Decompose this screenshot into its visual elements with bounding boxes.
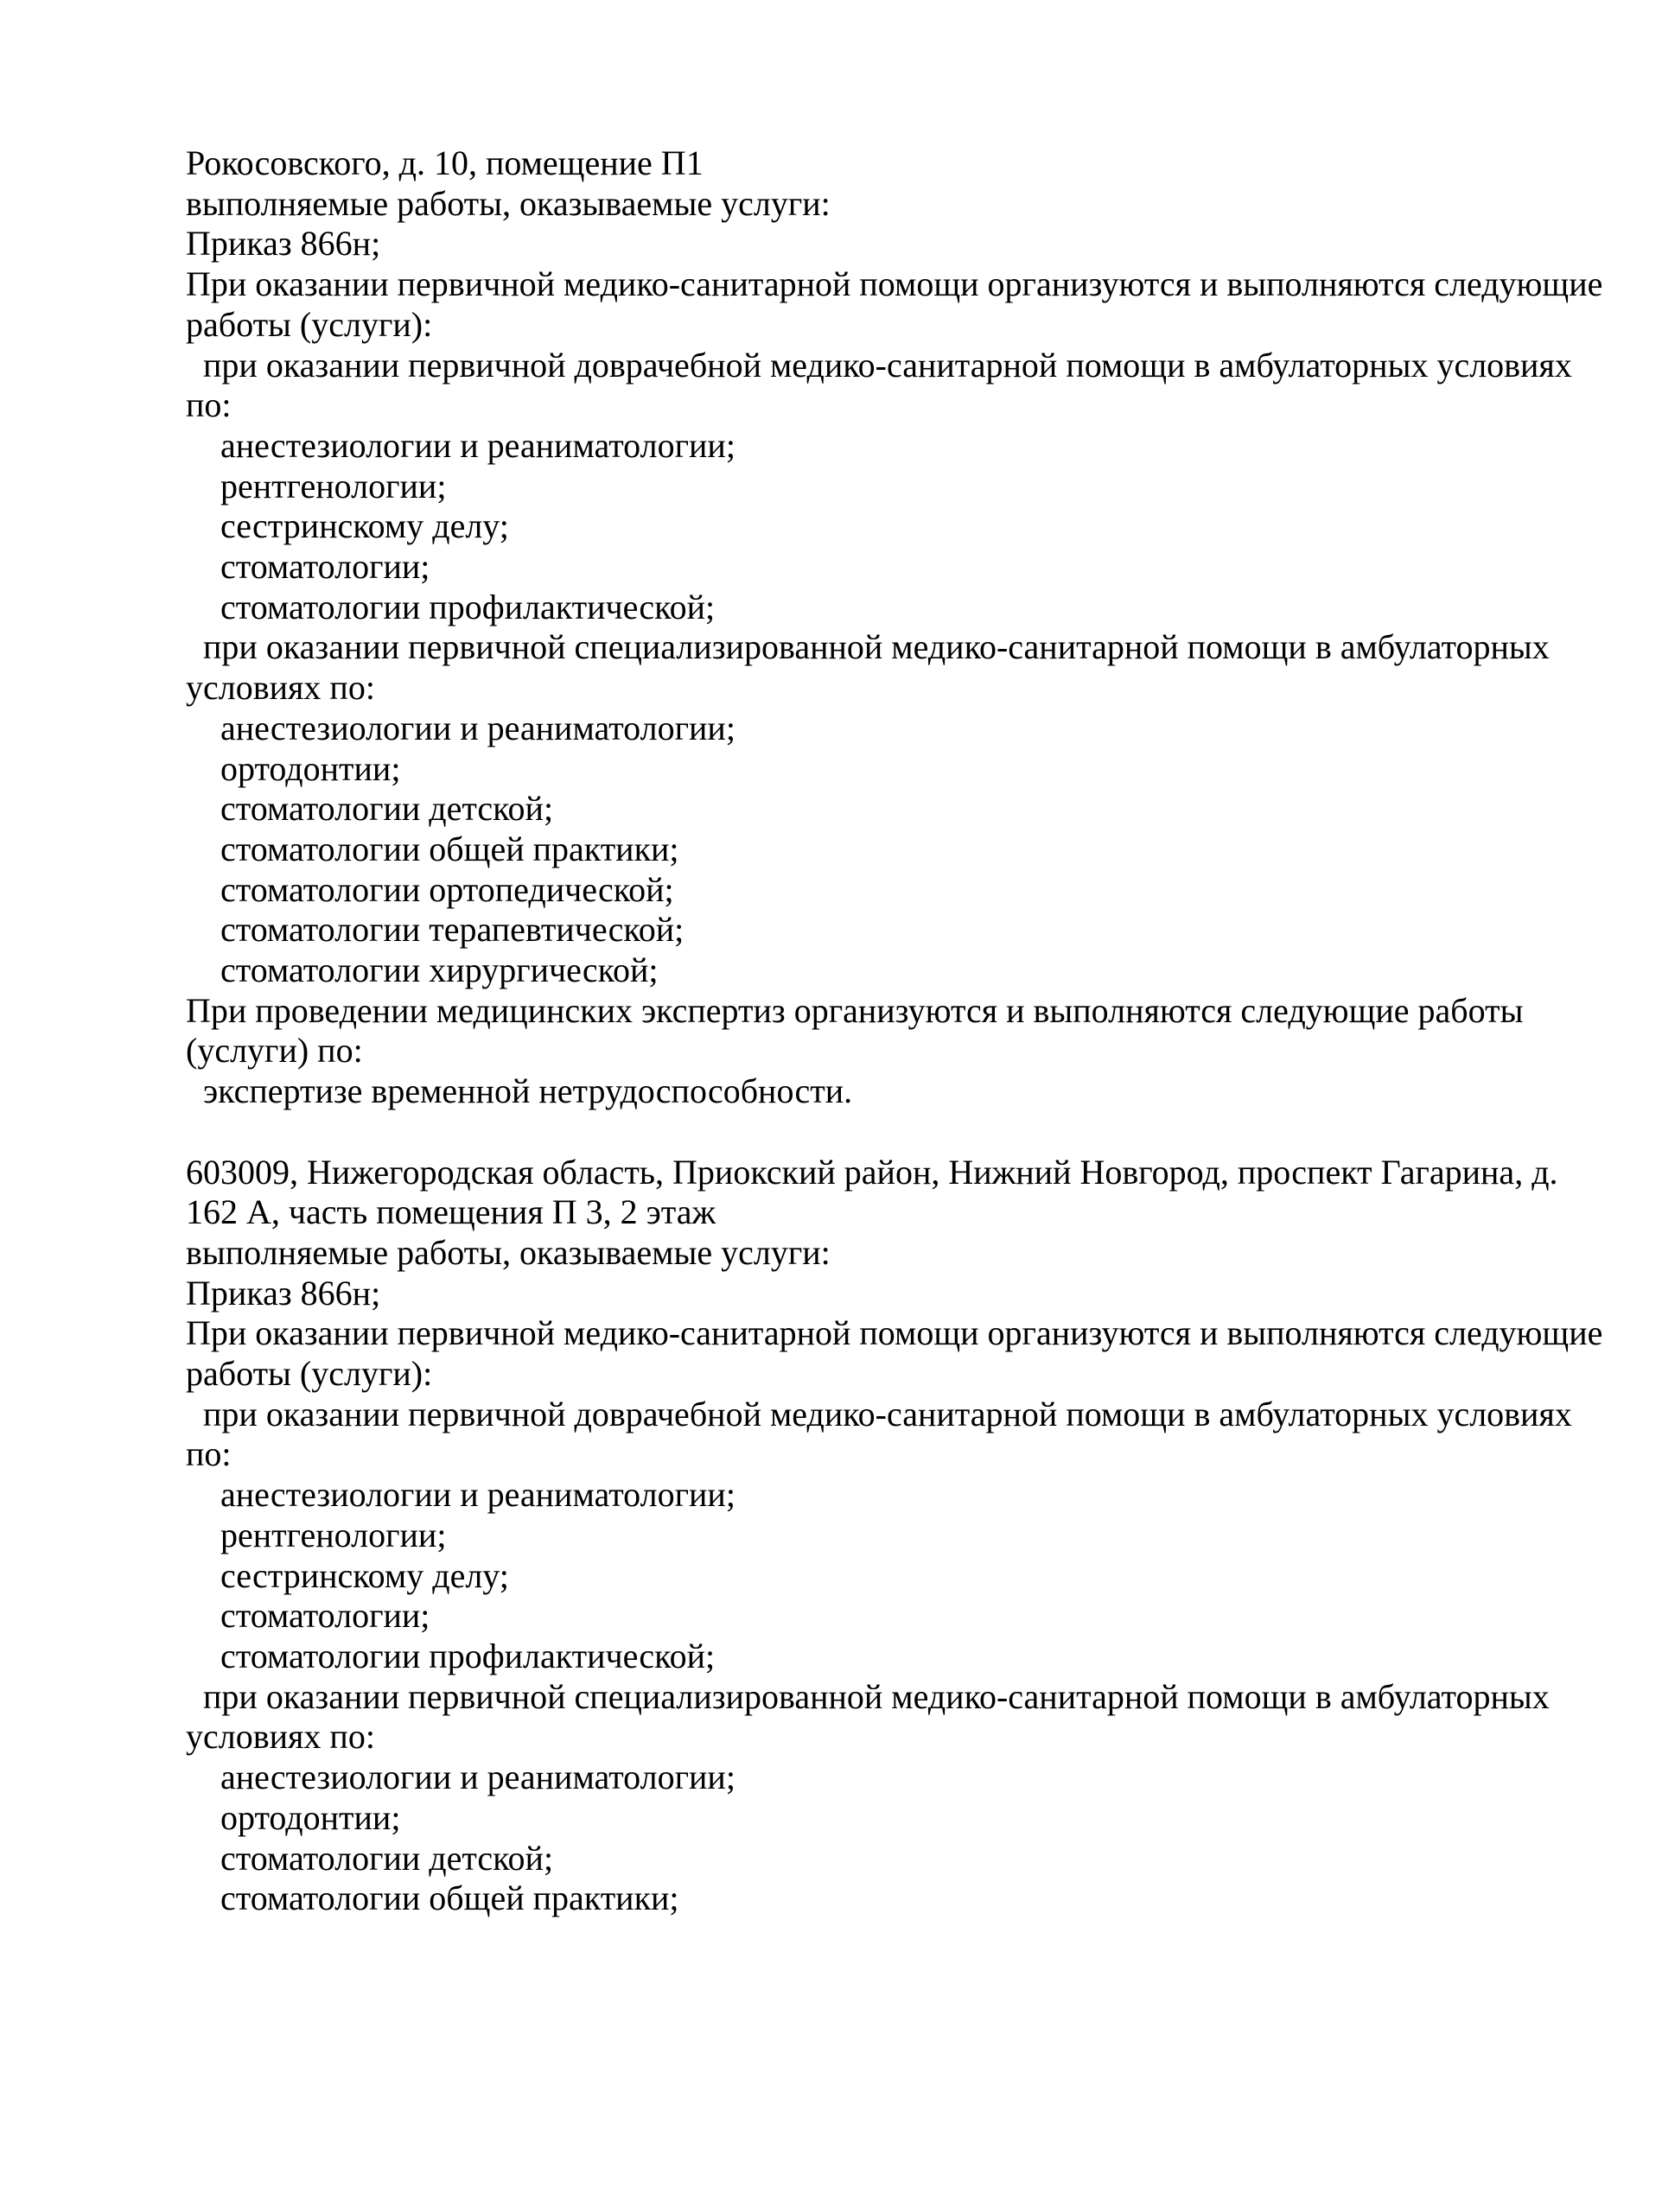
text-line: при оказании первичной доврачебной медико-санитарной помощи в амбулаторных условиях (203, 345, 1572, 385)
text-line: стоматологии ортопедической; (220, 869, 674, 909)
text-line: стоматологии детской; (220, 789, 554, 829)
text-line: сестринскому делу; (220, 506, 509, 546)
text-line (186, 1112, 1563, 1153)
text-line: ортодонтии; (220, 748, 401, 788)
text-line: стоматологии профилактической; (220, 1637, 716, 1675)
text-line: анестезиологии и реаниматологии; (220, 425, 735, 465)
text-line: условиях по: (186, 668, 375, 708)
text-line: рентгенологии; (220, 1515, 447, 1554)
text-line: стоматологии; (220, 1596, 430, 1636)
text-line: анестезиологии и реаниматологии; (220, 1475, 735, 1515)
text-line: сестринскому делу; (220, 1555, 509, 1595)
text-line: при оказании первичной специализированной медико-санитарной помощи в амбулаторных (203, 1676, 1550, 1716)
text-line: выполняемые работы, оказываемые услуги: (186, 183, 831, 223)
text-line: стоматологии; (220, 547, 430, 587)
text-line: выполняемые работы, оказываемые услуги: (186, 1232, 831, 1272)
text-line: Рокосовского, д. 10, помещение П1 (186, 143, 704, 182)
text-line: При оказании первичной медико-санитарной помощи организуются и выполняются следующие (186, 264, 1603, 304)
text-line: по: (186, 1434, 232, 1474)
text-line: стоматологии общей практики; (220, 829, 679, 868)
text-line: анестезиологии и реаниматологии; (220, 1758, 735, 1797)
text-line: Приказ 866н; (186, 1273, 381, 1313)
text-line: экспертизе временной нетрудоспособности. (203, 1071, 853, 1111)
text-line: стоматологии терапевтической; (220, 910, 685, 950)
text-line: ортодонтии; (220, 1797, 401, 1837)
text-line: стоматологии детской; (220, 1838, 554, 1878)
text-line: стоматологии хирургической; (220, 950, 659, 990)
text-line: рентгенологии; (220, 466, 447, 505)
text-line: 162 А, часть помещения П 3, 2 этаж (186, 1192, 716, 1232)
text-line: (услуги) по: (186, 1031, 363, 1071)
text-line: 603009, Нижегородская область, Приокский район, Нижний Новгород, проспект Гагарина, д. (186, 1152, 1558, 1192)
text-line: При проведении медицинских экспертиз организуются и выполняются следующие работы (186, 990, 1524, 1030)
text-line: При оказании первичной медико-санитарной помощи организуются и выполняются следующие (186, 1313, 1603, 1353)
license-works-services-text (186, 143, 1603, 1919)
text-line: стоматологии общей практики; (220, 1878, 679, 1918)
text-line: стоматологии профилактической; (220, 587, 716, 626)
text-line: работы (услуги): (186, 304, 433, 344)
text-line: Приказ 866н; (186, 224, 381, 264)
text-line: работы (услуги): (186, 1354, 433, 1394)
text-line: при оказании первичной специализированной медико-санитарной помощи в амбулаторных (203, 627, 1550, 667)
text-line: условиях по: (186, 1717, 375, 1757)
text-line: по: (186, 385, 232, 425)
text-line: анестезиологии и реаниматологии; (220, 708, 735, 747)
text-line: при оказании первичной доврачебной медико-санитарной помощи в амбулаторных условиях (203, 1394, 1572, 1433)
